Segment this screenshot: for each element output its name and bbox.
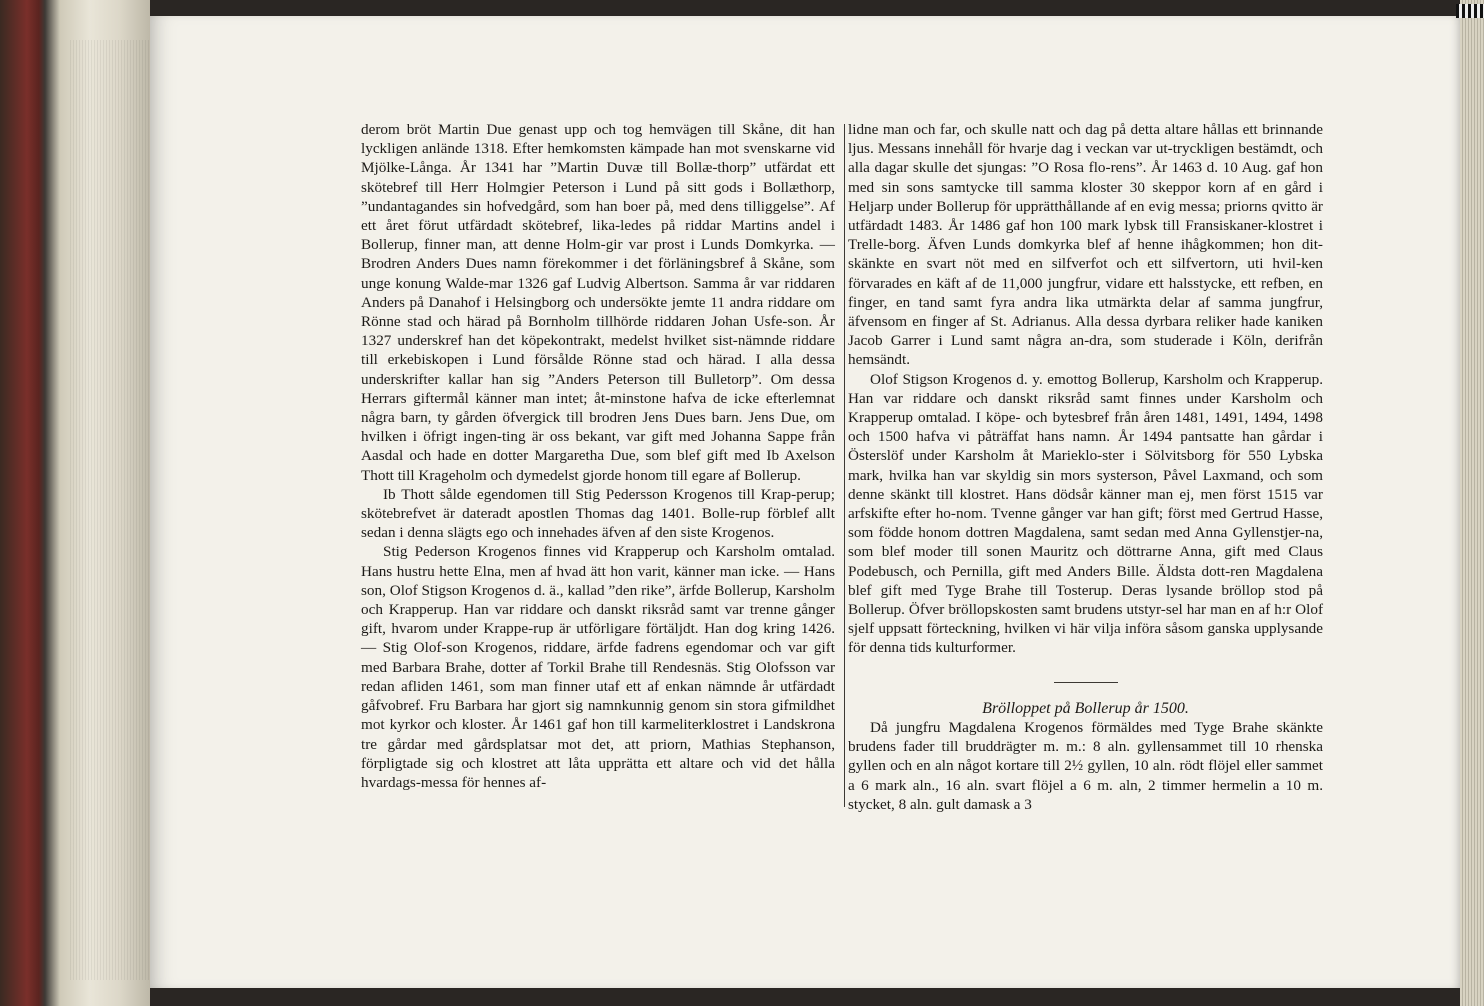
paragraph: Då jungfru Magdalena Krogenos förmäldes med Tyge Brahe skänkte brudens fader till bruddrägter m. m.: 8 aln. gyllensammet till 10 rhenska gyllen och en aln något kortare till 2½ gyllen, 10 aln. rödt flöjel eller sammet a 6 mark aln., 16 aln. svart flöjel a 6 m. aln, 2 timmer hermelin a 10 m. stycket, 8 aln. gult damask a 3 bbox=[848, 718, 1323, 813]
right-text-column bbox=[848, 120, 1323, 814]
paragraph: Stig Pederson Krogenos finnes vid Krapperup och Karsholm omtalad. Hans hustru hette Elna, men af hvad ätt hon varit, känner man icke. — Hans son, Olof Stigson Krogenos d. ä., kallad ”den rike”, ärfde Bollerup, Karsholm och Krapperup. Han var riddare och danskt riksråd samt var trenne gånger gift, hvarom under Krappe-rup är utförligare förtäljdt. Han dog kring 1426. — Stig Olof-son Krogenos, riddare, ärfde fadrens egendomar och var gift med Barbara Brahe, dotter af Torkil Brahe till Rendesnäs. Stig Olofsson var redan afliden 1461, som man finner utaf ett af enkan nämnde år utfärdadt gåfvobref. Fru Barbara har gjort sig namnkunnig genom sin stora gifmildhet mot kyrkor och kloster. År 1461 gaf hon till karmeliterklostret i Landskrona tre gårdar med gårdsplatsar mot det, att priorn, Mathias Stephanson, förpligtade sig och klostret att låta upprätta ett altare och vid det hålla hvardags-messa för hennes af- bbox=[361, 543, 835, 791]
scan-color-bar bbox=[1456, 4, 1484, 18]
book-edge-left bbox=[0, 0, 150, 1006]
section-heading: Brölloppet på Bollerup år 1500. bbox=[982, 699, 1189, 717]
section-separator bbox=[1054, 682, 1118, 683]
paragraph: derom bröt Martin Due genast upp och tog hemvägen till Skåne, dit han lyckligen anlände 1318. Efter hemkomsten kämpade han mot svenskarne vid Mjölke-Långa. År 1341 har ”Martin Duvæ till Bollæ-thorp” utfärdat ett skötebref till Herr Holmgier Peterson i Lund på sitt gods i Bollæthorp, ”undantagandes sin hofvedgård, som han boer på, med dens tilliggelse”. Af ett året förut utfärdadt skötebref, lika-ledes på riddar Martins andel i Bollerup, finner man, att denne Holm-gir var prost i Lunds Domkyrka. — Brodren Anders Dues namn förekommer i det förläningsbref å Skåne, som unge konung Walde-mar 1326 gaf Ludvig Albertson. Samma år var riddaren Anders på Danahof i Helsingborg och undersökte jemte 11 andra riddare om Rönne stad och härad på Bornholm tillhörde riddaren Johan Usfe-son. År 1327 underskref han det köpekontrakt, medelst hvilket sist-nämnde riddare till erkebiskopen i Lund försålde Rönne stad och härad. I alla dessa underskrifter kallar han sig ”Anders Peterson till Bulletorp”. Om dessa Herrars giftermål känner man intet; åt-minstone hafva de icke efterlemnat några barn, ty gården öfvergick till brodren Jens Dues barn. Jens Due, om hvilken i öfrigt ingen-ting är oss bekant, var gift med Johanna Sappe från Aasdal och hade en dotter Margaretha Due, som blef gift med Ib Axelson Thott till Krageholm och dymedelst gjorde honom till egare af Bollerup. bbox=[361, 121, 835, 484]
paragraph: Olof Stigson Krogenos d. y. emottog Bollerup, Karsholm och Krapperup. Han var riddare och danskt riksråd samt finnes under Karsholm och Krapperup omtalad. I köpe- och bytesbref från åren 1481, 1491, 1494, 1498 och 1500 hafva vi påträffat hans namn. År 1494 pantsatte han gårdar i Österslöf under Karsholm åt Marieklo-ster i Sölvitsborg för 550 Lybska mark, hvilka han var skyldig sin mors systerson, Påvel Laxmand, och som denne skänkt till klostret. Hans dödsår känner man ej, men först 1515 var arfskifte efter ho-nom. Tvenne gånger var han gift; först med Gertrud Hasse, som födde honom dottren Magdalena, samt sedan med Anna Gyllenstjer-na, som blef moder till sonen Mauritz och döttrarne Anna, gift med Claus Podebusch, och Pernilla, gift med Anders Bille. Äldsta dott-ren Magdalena blef gift med Tyge Brahe till Tosterup. Deras lysande bröllop stod på Bollerup. Öfver bröllopskosten samt brudens utstyr-sel har man en af h:r Olof sjelf uppsatt förteckning, hvilken vi här vilja införa såsom ganska upplysande för denna tids kulturformer. bbox=[848, 370, 1323, 657]
left-text-column bbox=[361, 120, 835, 792]
book-edge-right bbox=[1460, 0, 1484, 1006]
paragraph: Ib Thott sålde egendomen till Stig Pedersson Krogenos till Krap-perup; skötebrefvet är dateradt apostlen Thomas dag 1401. Bolle-rup förblef allt sedan i denna slägts ego och innehades äfven af den siste Krogenos. bbox=[361, 485, 835, 542]
paragraph: lidne man och far, och skulle natt och dag på detta altare hållas ett brinnande ljus. Messans innehåll för hvarje dag i veckan var ut-tryckligen bestämdt, och alla dagar skulle det sjungas: ”O Rosa flo-rens”. År 1463 d. 10 Aug. gaf hon med sin sons samtycke till samma kloster 30 skeppor korn af en gård i Heljarp under Bollerup för upprätthållande af en evig messa; priorns qvitto är utfärdadt 1483. År 1486 gaf hon 100 mark lybsk till Fransiskaner-klostret i Trelle-borg. Äfven Lunds domkyrka blef af henne ihågkommen; hon dit-skänkte en svart nöt med en silfverfot och ett silfvertorn, uti hvil-ken förvarades en käft af de 11,000 jungfrur, vidare ett halsstycke, ett refben, en finger, en tand samt fyra andra lika utmärkta delar af samma jungfrur, äfvensom en finger af St. Adrianus. Alla dessa dyrbara reliker hade kaniken Jacob Garrer i Lund samt några an-dra, som studerade i Köln, derifrån hemsändt. bbox=[848, 121, 1323, 369]
column-rule bbox=[844, 124, 845, 807]
